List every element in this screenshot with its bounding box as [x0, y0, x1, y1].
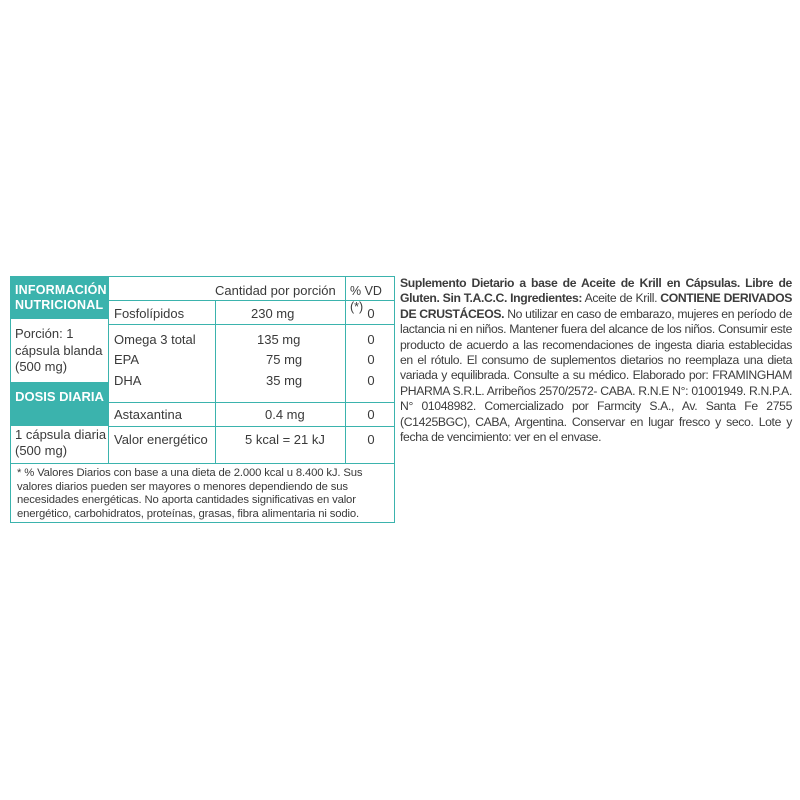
description-body: No utilizar en caso de embarazo, mujeres en período de lactancia ni en niños. Mantener fuera del alcance de los niños. Consumir este producto de acuerdo a las recomendaciones de ingesta diaria establecidas en el rótulo. El consumo de suplementos dietarios no reemplaza una dieta variada y equilibrada. Consulte a su médico. Elaborado por: FRAMINGHAM PHARMA S.R.L. Arribeños 2570/2572- CABA. R.N.E N°: 01001949. R.N.P.A. N° 01048982. Comercializado por Farmcity S.A., Av. Santa Fe 2755 (C1425BGC), CABA, Argentina. Conservar en lugar fresco y seco. Lote y fecha de vencimiento: ver en el envase.: [400, 306, 793, 445]
nutrient-name: Valor energético: [114, 432, 208, 447]
nutrient-name: Fosfolípidos: [114, 306, 185, 321]
column-header-vd: % VD (*): [350, 284, 382, 314]
column-header-cantidad: Cantidad por porción: [215, 283, 336, 298]
portion-text: Porción: 1 cápsula blanda (500 mg): [15, 326, 103, 374]
footnote: * % Valores Diarios con base a una dieta de 2.000 kcal u 8.400 kJ. Sus valores diarios pueden ser mayores o menores dependiendo de sus necesidades energéticas. No aporta cantidades significativas en valor energético, carbohidratos, proteínas, grasas, fibra alimentaria ni sodio.: [17, 467, 363, 520]
nutrient-amount: 230 mg: [251, 306, 295, 321]
description-ingredients: Aceite de Krill.: [582, 291, 661, 306]
nutrient-name: Omega 3 total: [114, 332, 196, 347]
nutrient-vd: 0: [367, 432, 375, 447]
nutrient-vd: 0: [367, 373, 375, 388]
nutrition-label: [10, 276, 395, 523]
nutrient-vd: 0: [367, 332, 375, 347]
dosis-diaria-header: DOSIS DIARIA: [11, 382, 108, 426]
nutrient-vd: 0: [367, 352, 375, 367]
nutrient-name: EPA: [114, 352, 140, 367]
description-bold-intro: Suplemento Dietario a base de Aceite de Krill en Cápsulas. Libre de Gluten. Sin T.A.C.C. Ingredientes:: [400, 276, 792, 306]
nutrient-amount: 35 mg: [266, 373, 303, 388]
nutrient-vd: 0: [367, 407, 375, 422]
nutrient-amount: 75 mg: [266, 352, 303, 367]
dosis-text: 1 cápsula diaria (500 mg): [15, 427, 107, 458]
product-description: [400, 276, 792, 445]
nutrient-amount: 0.4 mg: [265, 407, 305, 422]
nutrient-name: DHA: [114, 373, 142, 388]
nutrient-amount: 5 kcal = 21 kJ: [245, 432, 325, 447]
nutrient-vd: 0: [367, 306, 375, 321]
nutrient-amount: 135 mg: [257, 332, 301, 347]
description-allergen-warning: CONTIENE DERIVADOS DE CRUSTÁCEOS.: [400, 291, 792, 321]
nutrition-info-header: INFORMACIÓN NUTRICIONAL: [11, 277, 108, 319]
nutrient-name: Astaxantina: [114, 407, 182, 422]
